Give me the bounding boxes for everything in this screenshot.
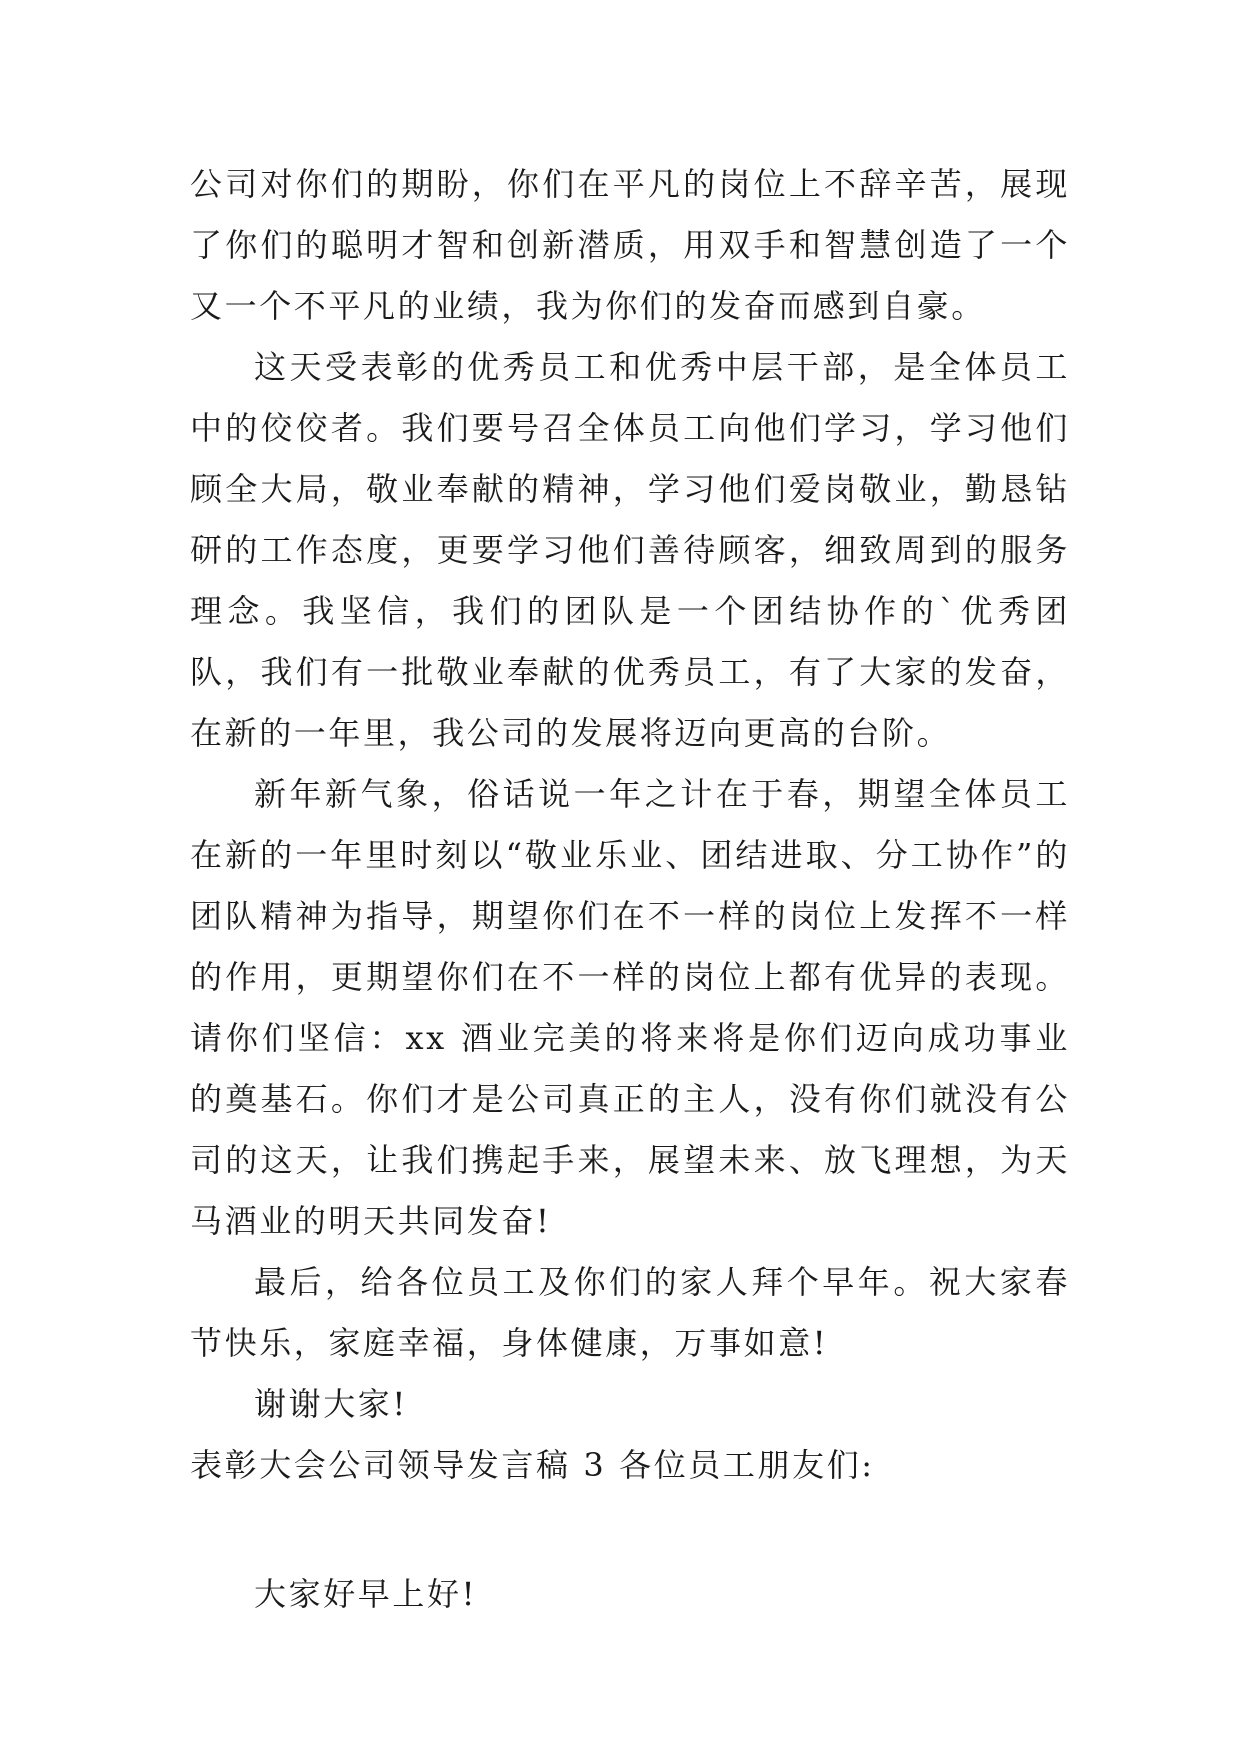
paragraph-salutation: 大家好早上好! [254,1575,478,1613]
paragraph-greetings: 最后，给各位员工及你们的家人拜个早年。祝大家春节快乐，家庭幸福，身体健康，万事如意! [190,1263,1070,1362]
paragraph-commendation: 这天受表彰的优秀员工和优秀中层干部，是全体员工中的佼佼者。我们要号召全体员工向他们学习，学习他们顾全大局，敬业奉献的精神，学习他们爱岗敬业，勤恳钻研的工作态度，更要学习他们善待顾客，细致周到的服务理念。我坚信，我们的团队是一个团结协作的`优秀团队，我们有一批敬业奉献的优秀员工，有了大家的发奋，在新的一年里，我公司的发展将迈向更高的台阶。 [190,348,1070,752]
paragraph-thanks: 谢谢大家! [254,1385,408,1423]
paragraph-continuation: 公司对你们的期盼，你们在平凡的岗位上不辞辛苦，展现了你们的聪明才智和创新潜质，用双手和智慧创造了一个又一个不平凡的业绩，我为你们的发奋而感到自豪。 [190,165,1070,325]
section-heading: 表彰大会公司领导发言稿 3 各位员工朋友们: [190,1446,875,1484]
document-body [190,154,1070,1625]
paragraph-new-year: 新年新气象，俗话说一年之计在于春，期望全体员工在新的一年里时刻以“敬业乐业、团结进取、分工协作”的团队精神为指导，期望你们在不一样的岗位上发挥不一样的作用，更期望你们在不一样的岗位上都有优异的表现。请你们坚信：xx 酒业完美的将来将是你们迈向成功事业的奠基石。你们才是公司真正的主人，没有你们就没有公司的这天，让我们携起手来，展望未来、放飞理想，为天马酒业的明天共同发奋! [190,775,1070,1240]
